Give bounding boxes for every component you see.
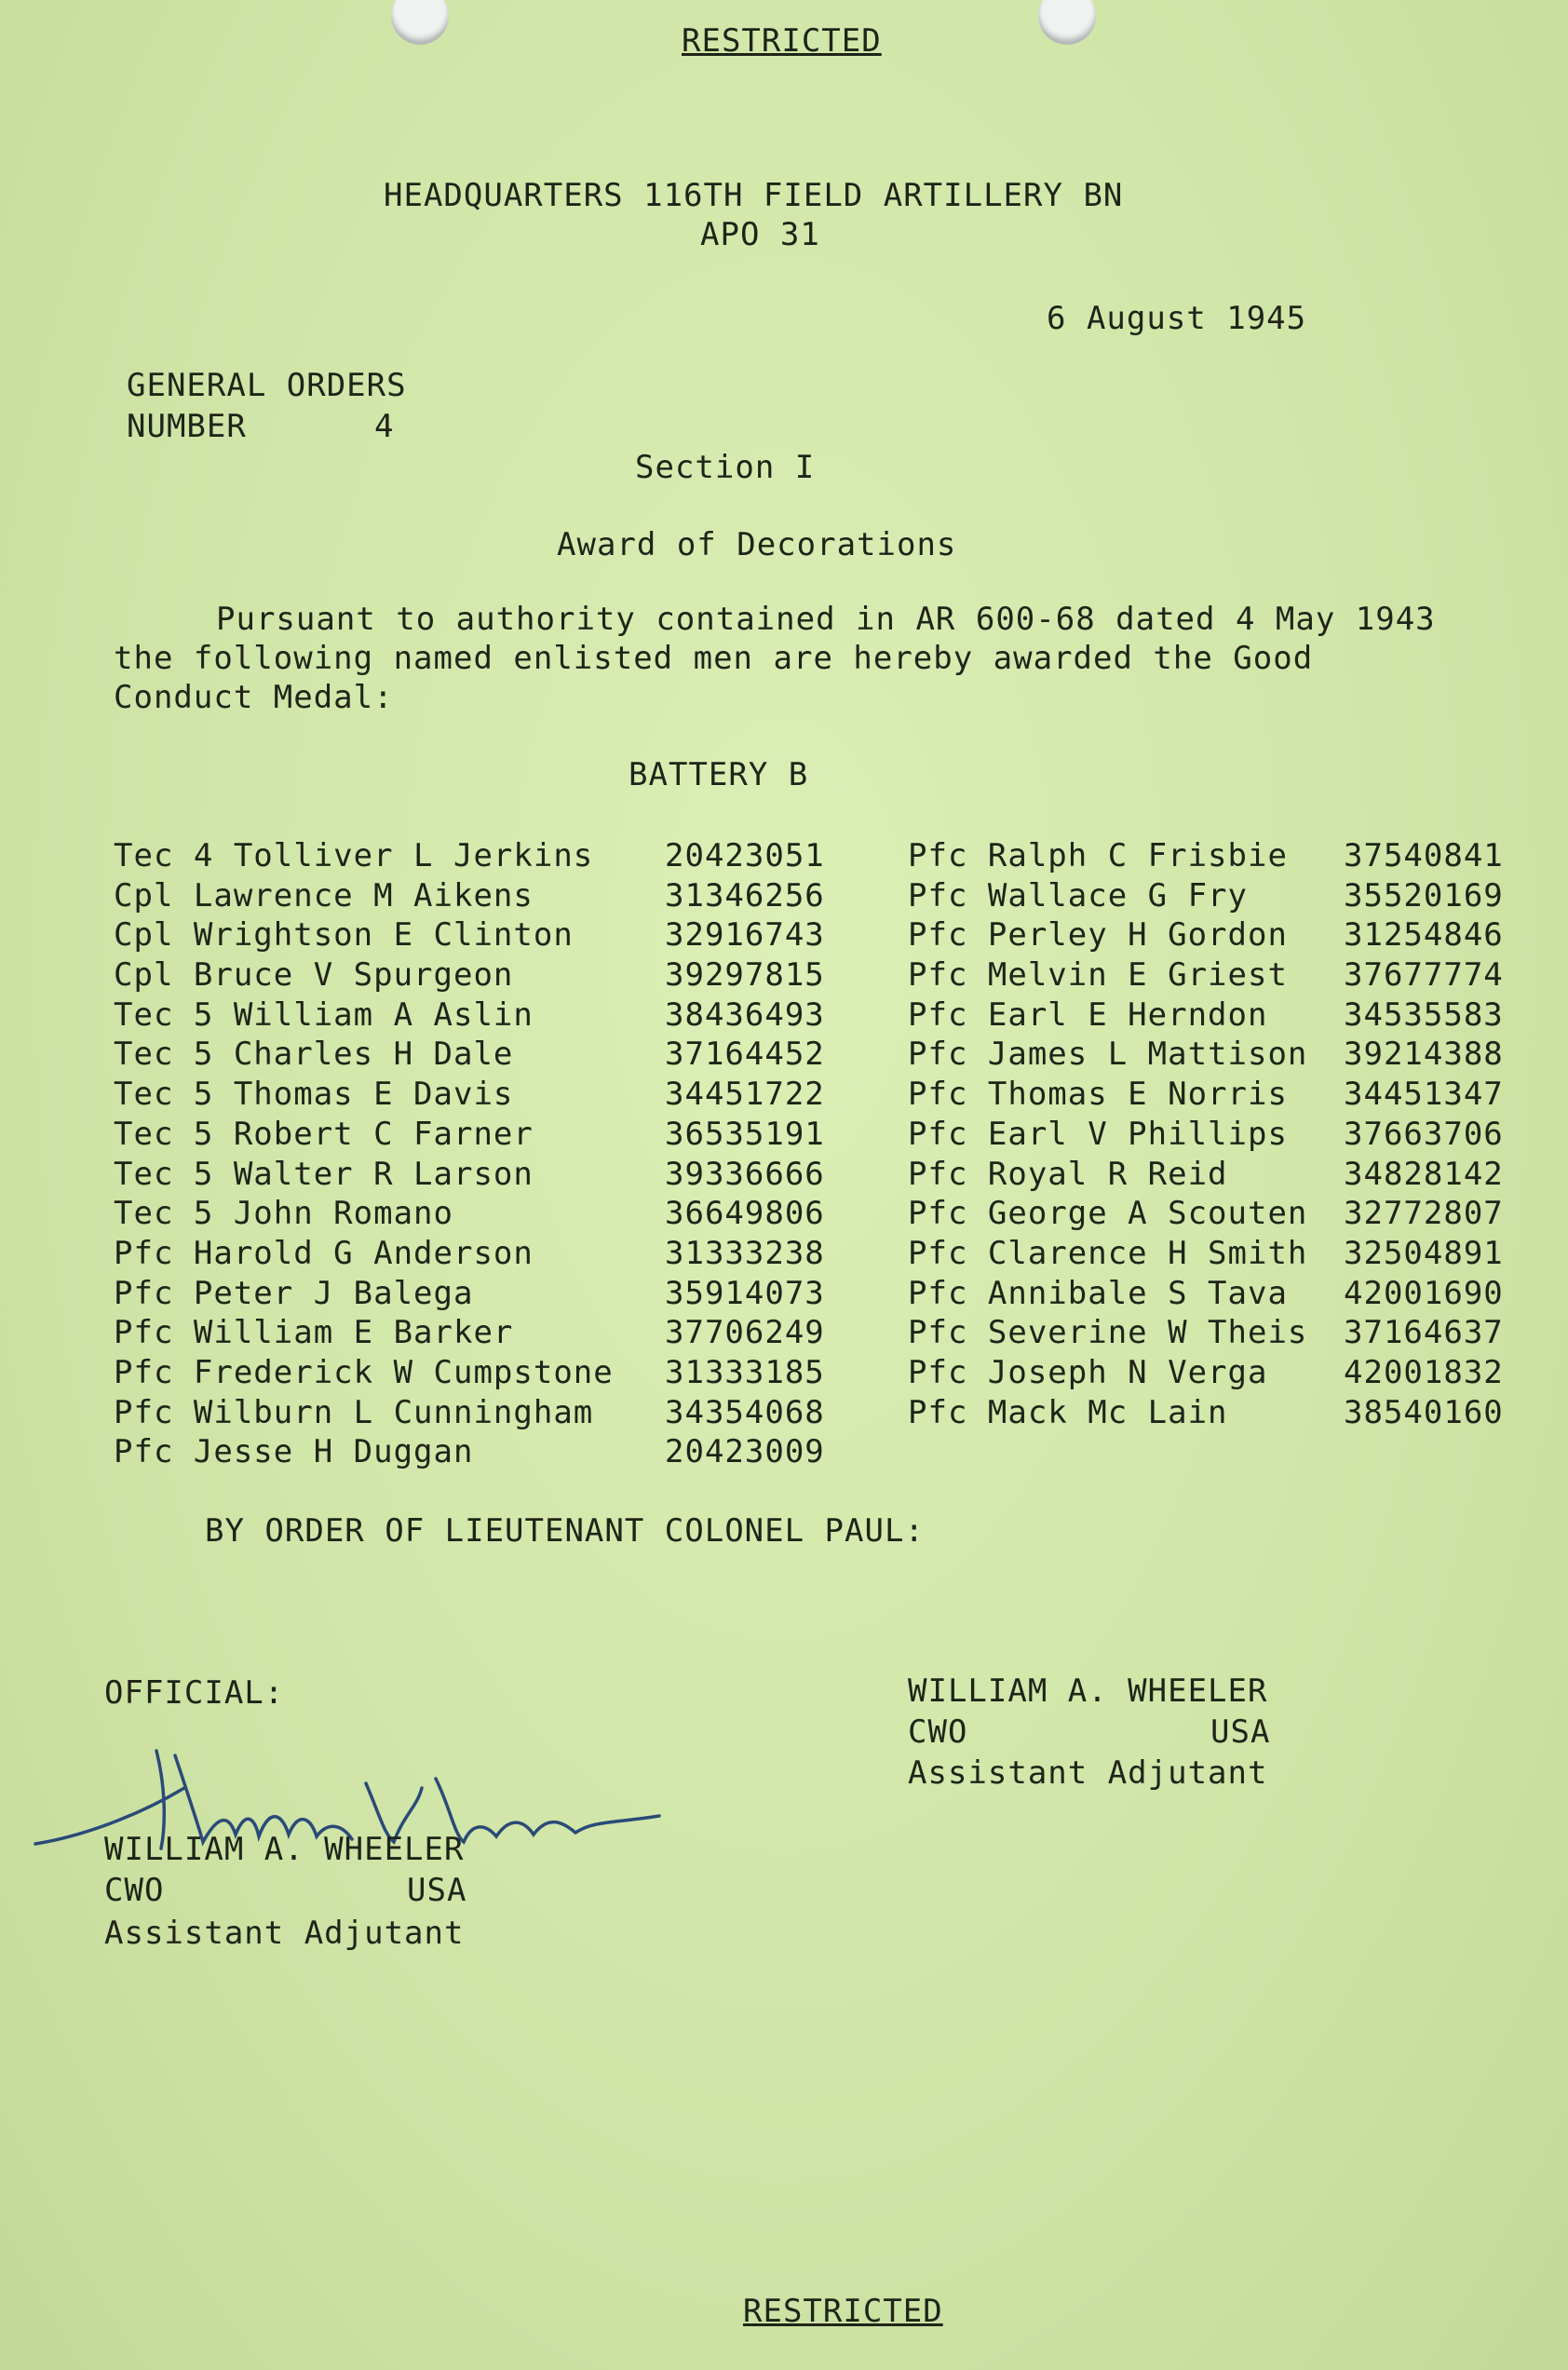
punch-hole	[1038, 0, 1096, 45]
serial-number: 36649806	[665, 1195, 825, 1233]
roster-row	[114, 955, 840, 995]
soldier-name: Tec 5 Robert C Farner	[114, 1115, 534, 1153]
header-unit: HEADQUARTERS 116TH FIELD ARTILLERY BN	[384, 177, 1124, 214]
roster-row	[908, 1353, 1522, 1393]
soldier-name: Tec 5 Charles H Dale	[114, 1036, 514, 1074]
order-body: Pursuant to authority contained in AR 600-68 dated 4 May 1943 the following named enlisted men are hereby awarded the Good Conduct Medal:	[114, 601, 1436, 716]
soldier-name: Pfc Annibale S Tava	[908, 1274, 1288, 1312]
roster-row	[908, 836, 1522, 876]
roster-row	[908, 1194, 1522, 1234]
soldier-name: Pfc Earl E Herndon	[908, 995, 1268, 1034]
official-label: OFFICIAL:	[104, 1674, 285, 1712]
soldier-name: Cpl Bruce V Spurgeon	[114, 956, 514, 995]
roster-row	[908, 1075, 1522, 1115]
soldier-name: Cpl Wrightson E Clinton	[114, 916, 574, 955]
roster-row	[114, 995, 840, 1036]
signer-branch-right: USA	[1210, 1713, 1271, 1751]
roster-left	[114, 836, 840, 1472]
signer-title-right: Assistant Adjutant	[908, 1754, 1268, 1792]
roster-row	[908, 876, 1522, 916]
signer-branch-left: USA	[407, 1872, 467, 1909]
roster-row	[114, 1075, 840, 1115]
bottom-classification: RESTRICTED	[743, 2293, 943, 2330]
roster-row	[908, 1313, 1522, 1353]
serial-number: 31254846	[1344, 916, 1504, 955]
soldier-name: Tec 5 Thomas E Davis	[114, 1076, 514, 1114]
serial-number: 32772807	[1344, 1195, 1504, 1233]
serial-number: 34451722	[665, 1076, 825, 1114]
serial-number: 36535191	[665, 1115, 825, 1153]
header-apo: APO 31	[700, 216, 820, 253]
roster-row	[114, 1274, 840, 1314]
by-order-line: BY ORDER OF LIEUTENANT COLONEL PAUL:	[205, 1512, 925, 1550]
soldier-name: Pfc Harold G Anderson	[114, 1234, 534, 1272]
roster-row	[114, 1234, 840, 1274]
soldier-name: Pfc James L Mattison	[908, 1036, 1308, 1074]
roster-row	[114, 1194, 840, 1234]
soldier-name: Pfc Frederick W Cumpstone	[114, 1353, 614, 1391]
signer-name-right: WILLIAM A. WHEELER	[908, 1673, 1268, 1710]
section-heading: Section I	[635, 449, 816, 486]
roster-row	[908, 955, 1522, 995]
signer-name-left: WILLIAM A. WHEELER	[104, 1831, 465, 1868]
serial-number: 32916743	[665, 916, 825, 955]
soldier-name: Cpl Lawrence M Aikens	[114, 876, 534, 914]
roster-row	[114, 1353, 840, 1393]
roster-row	[114, 836, 840, 876]
order-date: 6 August 1945	[1047, 300, 1307, 337]
signer-rank-left: CWO	[104, 1872, 165, 1909]
soldier-name: Pfc Joseph N Verga	[908, 1353, 1268, 1391]
roster-right	[908, 836, 1522, 1432]
soldier-name: Pfc Earl V Phillips	[908, 1115, 1288, 1153]
serial-number: 31346256	[665, 876, 825, 914]
serial-number: 39297815	[665, 956, 825, 995]
serial-number: 32504891	[1344, 1234, 1504, 1272]
soldier-name: Pfc Peter J Balega	[114, 1274, 474, 1312]
soldier-name: Pfc William E Barker	[114, 1314, 514, 1352]
signer-rank-right: CWO	[908, 1713, 968, 1751]
serial-number: 31333238	[665, 1234, 825, 1272]
roster-row	[908, 1115, 1522, 1155]
serial-number: 20423051	[665, 837, 825, 874]
serial-number: 37164452	[665, 1036, 825, 1074]
battery-heading: BATTERY B	[629, 756, 809, 793]
serial-number: 34354068	[665, 1393, 825, 1431]
soldier-name: Tec 5 Walter R Larson	[114, 1155, 534, 1193]
subject-heading: Award of Decorations	[557, 526, 957, 563]
general-orders-label: GENERAL ORDERS	[127, 367, 407, 404]
soldier-name: Tec 5 William A Aslin	[114, 995, 534, 1034]
soldier-name: Pfc Clarence H Smith	[908, 1234, 1308, 1272]
soldier-name: Pfc Jesse H Duggan	[114, 1433, 474, 1471]
soldier-name: Pfc Thomas E Norris	[908, 1076, 1288, 1114]
roster-row	[908, 995, 1522, 1036]
top-classification: RESTRICTED	[682, 22, 882, 60]
roster-row	[908, 1234, 1522, 1274]
roster-row	[908, 1155, 1522, 1195]
soldier-name: Pfc Wallace G Fry	[908, 876, 1248, 914]
roster-row	[114, 915, 840, 955]
roster-row	[908, 1274, 1522, 1314]
order-number: 4	[374, 408, 395, 445]
number-label: NUMBER	[127, 408, 247, 445]
roster-row	[908, 1393, 1522, 1433]
serial-number: 39214388	[1344, 1036, 1504, 1074]
soldier-name: Pfc Mack Mc Lain	[908, 1393, 1228, 1431]
serial-number: 20423009	[665, 1433, 825, 1471]
soldier-name: Pfc Perley H Gordon	[908, 916, 1288, 955]
soldier-name: Pfc Melvin E Griest	[908, 956, 1288, 995]
serial-number: 37540841	[1344, 837, 1504, 874]
roster-row	[114, 1393, 840, 1433]
serial-number: 38540160	[1344, 1393, 1504, 1431]
serial-number: 37164637	[1344, 1314, 1504, 1352]
roster-row	[908, 915, 1522, 955]
roster-row	[114, 1155, 840, 1195]
roster-row	[114, 1115, 840, 1155]
signer-title-left: Assistant Adjutant	[104, 1915, 465, 1952]
soldier-name: Pfc Ralph C Frisbie	[908, 837, 1288, 874]
serial-number: 31333185	[665, 1353, 825, 1391]
roster-row	[908, 1035, 1522, 1075]
serial-number: 37677774	[1344, 956, 1504, 995]
soldier-name: Pfc George A Scouten	[908, 1195, 1308, 1233]
serial-number: 37663706	[1344, 1115, 1504, 1153]
roster-row	[114, 876, 840, 916]
serial-number: 35520169	[1344, 876, 1504, 914]
soldier-name: Pfc Wilburn L Cunningham	[114, 1393, 594, 1431]
serial-number: 39336666	[665, 1155, 825, 1193]
soldier-name: Tec 5 John Romano	[114, 1195, 453, 1233]
punch-hole	[391, 0, 449, 45]
soldier-name: Pfc Royal R Reid	[908, 1155, 1228, 1193]
serial-number: 38436493	[665, 995, 825, 1034]
serial-number: 42001832	[1344, 1353, 1504, 1391]
soldier-name: Tec 4 Tolliver L Jerkins	[114, 837, 594, 874]
soldier-name: Pfc Severine W Theis	[908, 1314, 1308, 1352]
roster-row	[114, 1035, 840, 1075]
serial-number: 34451347	[1344, 1076, 1504, 1114]
serial-number: 42001690	[1344, 1274, 1504, 1312]
serial-number: 35914073	[665, 1274, 825, 1312]
serial-number: 37706249	[665, 1314, 825, 1352]
roster-row	[114, 1313, 840, 1353]
serial-number: 34535583	[1344, 995, 1504, 1034]
serial-number: 34828142	[1344, 1155, 1504, 1193]
roster-row	[114, 1432, 840, 1472]
